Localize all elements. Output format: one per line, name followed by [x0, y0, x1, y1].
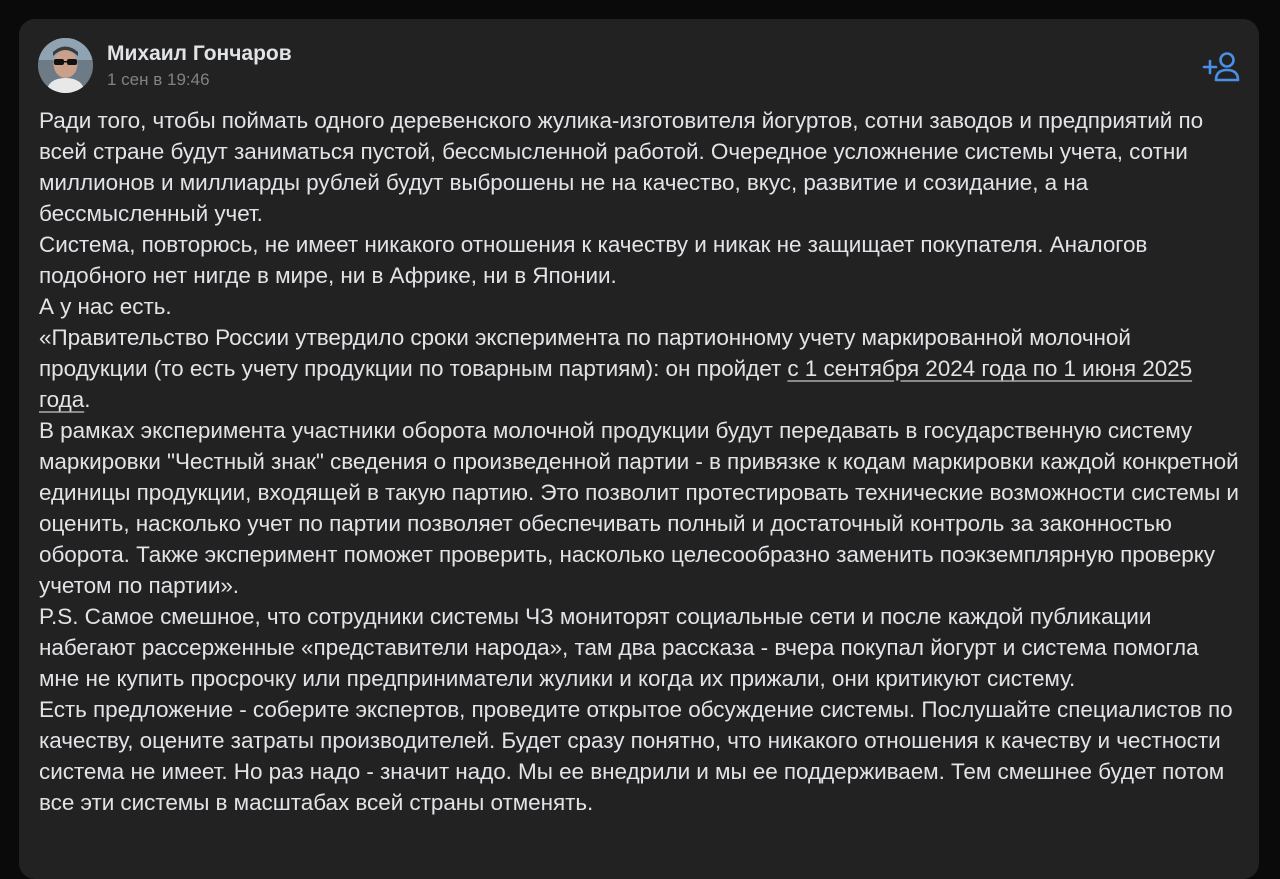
- post-paragraph: Ради того, чтобы поймать одного деревенского жулика-изготовителя йогуртов, сотни заводов и предприятий по всей стране будут заниматься пустой, бессмысленной работой. Очередное усложнение системы учета, сотни миллионов и миллиарды рублей будут выброшены не на качество, вкус, развитие и созидание, а на бессмысленный учет.: [39, 108, 1204, 226]
- post-paragraph: Система, повторюсь, не имеет никакого отношения к качеству и никак не защищает покупателя. Аналогов подобного нет нигде в мире, ни в Африке, ни в Японии.: [39, 232, 1148, 288]
- author-block: [107, 41, 292, 91]
- post-paragraph: [39, 322, 1239, 415]
- quote-text-end: .: [84, 387, 91, 412]
- post-paragraph: P.S. Самое смешное, что сотрудники системы ЧЗ мониторят социальные сети и после каждой публикации набегают рассерженные «представители народа», там два рассказа - вчера покупал йогурт и система помогла мне не купить просрочку или предприниматели жулики и когда их прижали, они критикуют систему.: [39, 604, 1199, 691]
- date-range-link[interactable]: с 1 сентября 2024 года по 1 июня 2025 года: [39, 356, 1193, 412]
- post-header: [38, 38, 292, 93]
- add-user-button[interactable]: [1202, 51, 1242, 83]
- author-name[interactable]: Михаил Гончаров: [107, 41, 292, 65]
- quote-text: «Правительство России утвердило сроки эксперимента по партионному учету маркированной молочной продукции (то есть учету продукции по товарным партиям): он пройдет: [39, 325, 1131, 381]
- author-avatar[interactable]: [38, 38, 93, 93]
- post-card: [19, 19, 1259, 879]
- add-user-icon: [1202, 51, 1242, 83]
- avatar-photo: [38, 38, 93, 93]
- post-text: [39, 105, 1239, 818]
- post-paragraph: Есть предложение - соберите экспертов, проведите открытое обсуждение системы. Послушайте специалистов по качеству, оцените затраты производителей. Будет сразу понятно, что никакого отношения к качеству и честности система не имеет. Но раз надо - значит надо. Мы ее внедрили и мы ее поддерживаем. Тем смешнее будет потом все эти системы в масштабах всей страны отменять.: [39, 697, 1233, 815]
- post-date[interactable]: 1 сен в 19:46: [107, 69, 210, 89]
- post-paragraph: А у нас есть.: [39, 294, 172, 319]
- post-paragraph: В рамках эксперимента участники оборота молочной продукции будут передавать в государственную систему маркировки "Честный знак" сведения о произведенной партии - в привязке к кодам маркировки каждой конкретной единицы продукции, входящей в такую партию. Это позволит протестировать технические возможности системы и оценить, насколько учет по партии позволяет обеспечивать полный и достаточный контроль за законностью оборота. Также эксперимент поможет проверить, насколько целесообразно заменить поэкземплярную проверку учетом по партии».: [39, 418, 1239, 598]
